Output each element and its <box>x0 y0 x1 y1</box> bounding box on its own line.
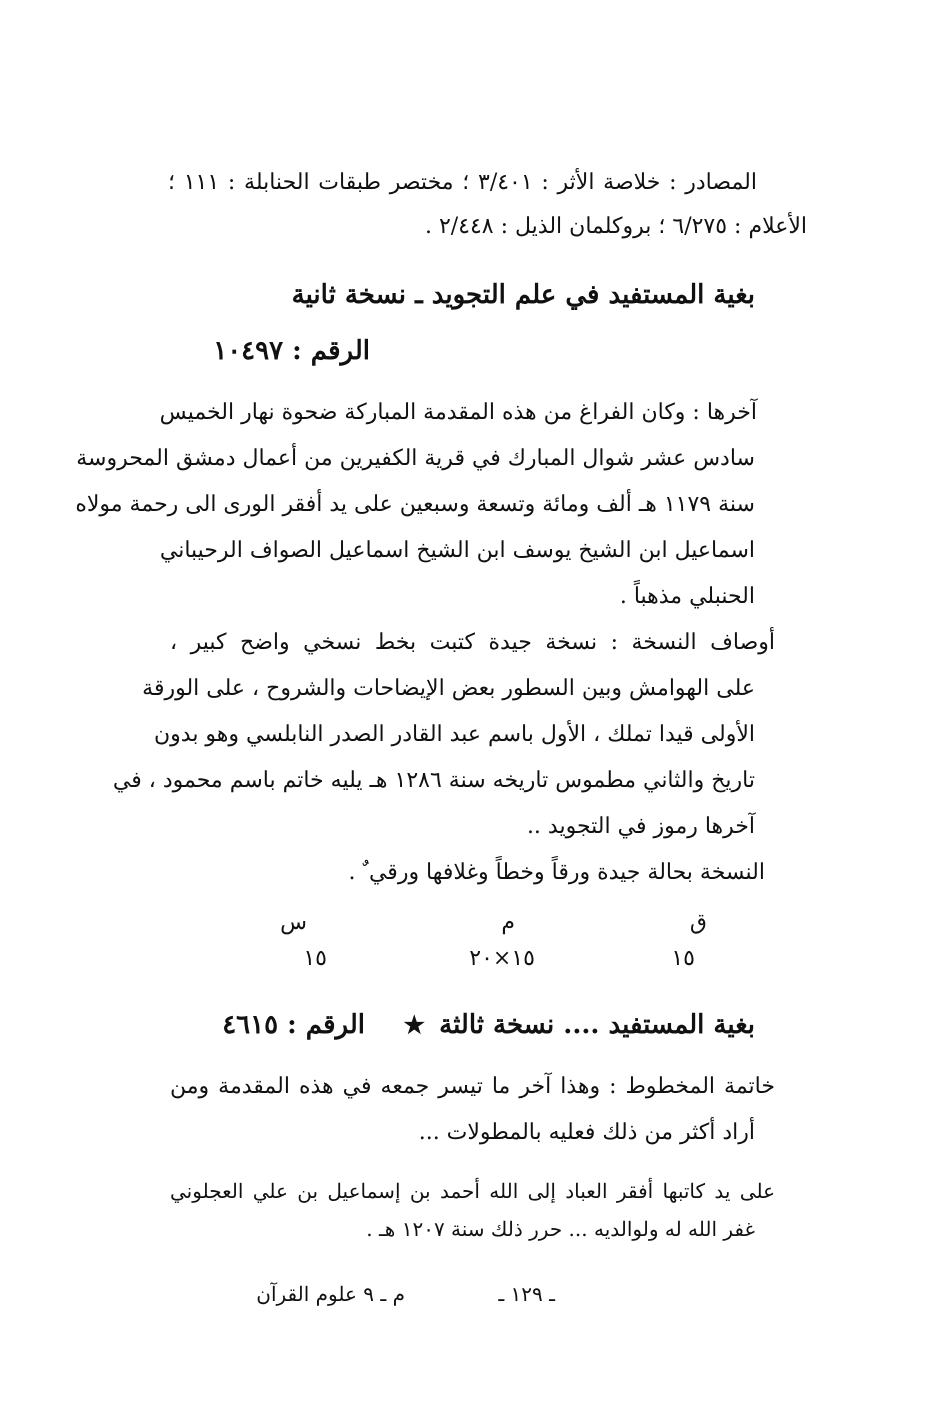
page-number: ـ ١٢٩ ـ <box>498 1282 555 1306</box>
manuscript-number: الرقم : ٤٦١٥ <box>222 1010 365 1040</box>
section-title: بغية المستفيد في علم التجويد ـ نسخة ثانية <box>291 280 755 310</box>
measure-label-s: س <box>280 910 307 935</box>
condition-line: النسخة بحالة جيدة ورقاً وخطاً وغلافها ورقي ٌ . <box>348 860 765 885</box>
printer-signature: م ـ ٩ علوم القرآن <box>256 1282 405 1306</box>
measure-label-q: ق <box>689 910 707 935</box>
paragraph-line: أوصاف النسخة : نسخة جيدة كتبت بخط نسخي واضح كبير ، <box>170 630 775 655</box>
measure-label-m: م <box>501 910 515 935</box>
paragraph-line: سادس عشر شوال المبارك في قرية الكفيرين من أعمال دمشق المحروسة <box>76 446 755 471</box>
paragraph-line: اسماعيل ابن الشيخ يوسف ابن الشيخ اسماعيل الصواف الرحيباني <box>159 538 755 563</box>
sources-line-2: الأعلام : ٦/٢٧٥ ؛ بروكلمان الذيل : ٢/٤٤٨ . <box>424 214 807 239</box>
paragraph-line: الحنبلي مذهباً . <box>619 584 755 609</box>
paragraph-line: على يد كاتبها أفقر العباد إلى الله أحمد بن إسماعيل بن علي العجلوني <box>170 1179 775 1203</box>
paragraph-line: غفر الله له ولوالديه ... حرر ذلك سنة ١٢٠٧ هـ . <box>366 1217 755 1241</box>
measure-value-q: ١٥ <box>671 946 695 971</box>
manuscript-number: الرقم : ١٠٤٩٧ <box>213 336 370 366</box>
measure-value-s: ١٥ <box>303 946 327 971</box>
measure-value-m: ١٥×٢٠ <box>469 946 535 971</box>
sources-line-1: المصادر : خلاصة الأثر : ٣/٤٠١ ؛ مختصر طبقات الحنابلة : ١١١ ؛ <box>168 170 757 195</box>
section-title: بغية المستفيد .... نسخة ثالثة <box>439 1010 755 1040</box>
paragraph-line: على الهوامش وبين السطور بعض الإيضاحات والشروح ، على الورقة <box>142 676 755 701</box>
paragraph-line: آخرها : وكان الفراغ من هذه المقدمة المباركة ضحوة نهار الخميس <box>159 400 757 425</box>
paragraph-line: خاتمة المخطوط : وهذا آخر ما تيسر جمعه في هذه المقدمة ومن <box>170 1074 775 1099</box>
paragraph-line: تاريخ والثاني مطموس تاريخه سنة ١٢٨٦ هـ يليه خاتم باسم محمود ، في <box>112 768 755 793</box>
star-icon: ★ <box>403 1010 425 1039</box>
paragraph-line: أراد أكثر من ذلك فعليه بالمطولات ... <box>418 1120 755 1145</box>
paragraph-line: الأولى قيدا تملك ، الأول باسم عبد القادر الصدر النابلسي وهو بدون <box>153 722 755 747</box>
paragraph-line: سنة ١١٧٩ هـ ألف ومائة وتسعة وسبعين على يد أفقر الورى الى رحمة مولاه <box>75 492 755 517</box>
paragraph-line: آخرها رموز في التجويد .. <box>526 814 755 839</box>
